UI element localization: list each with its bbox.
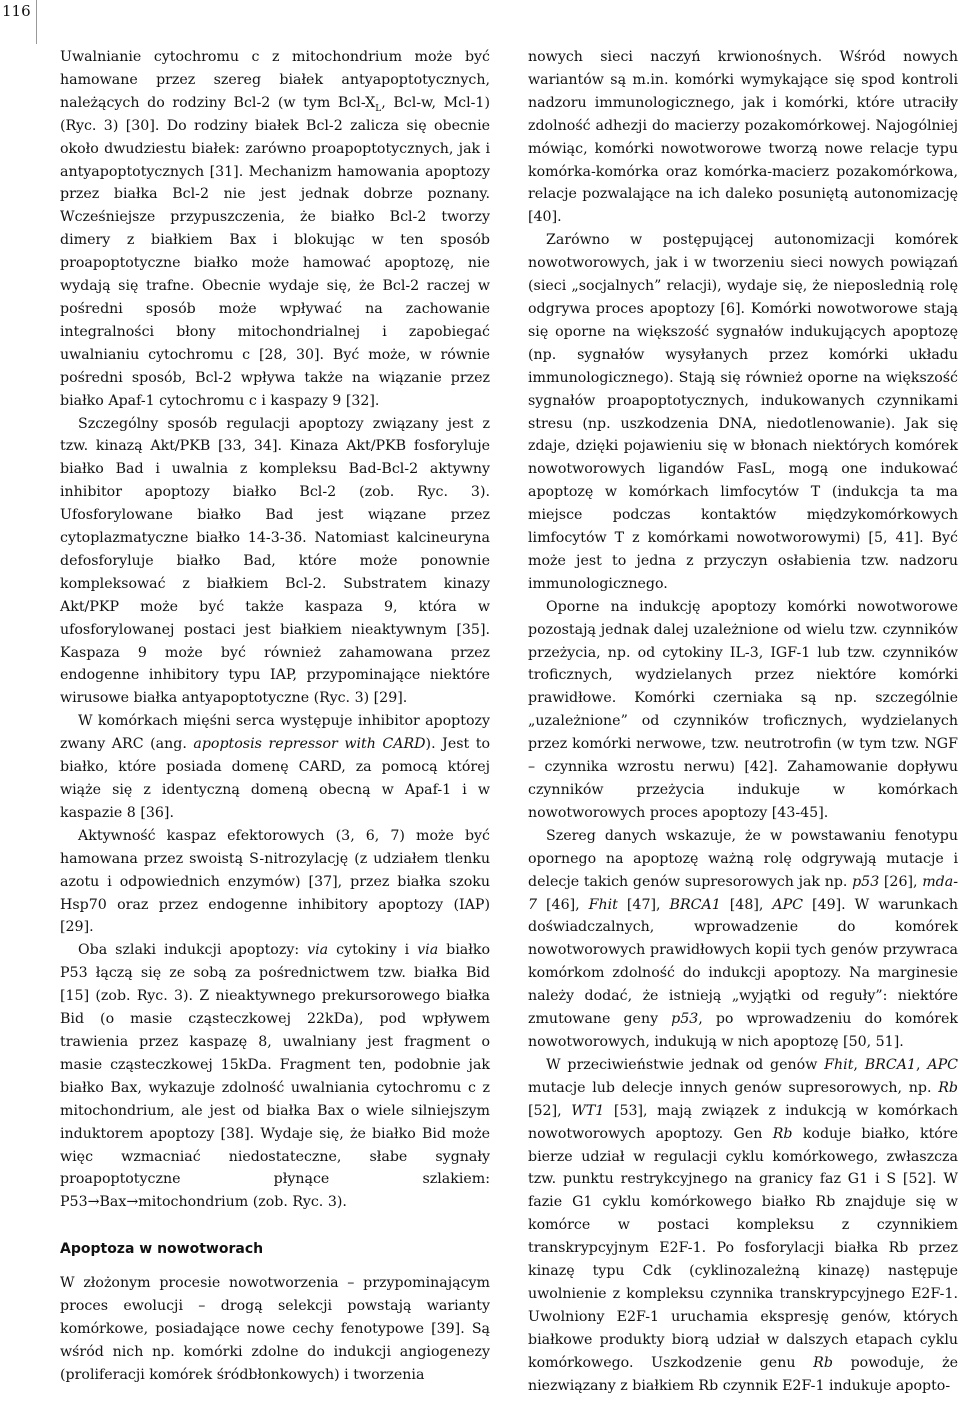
paragraph: Szereg danych wskazuje, że w powstawaniu fenotypu opornego na apoptozę ważną rolę odgrywają mutacje i delecje takich genów supresorowych jak np. p53 [26], mda-7 [46], Fhit [47], BRCA1 [48], APC [49]. W warunkach doświadczalnych, wprowadzenie do komórek nowotworowych prawidłowych kopii tych genów przywraca komórkom zdolność do indukcji apoptozy. Na marginesie należy dodać, że istnieją „wyjątki od reguły”: niektóre zmutowane geny p53, po wprowadzeniu do komórek nowotworowych, indukują w nich apoptozę [50, 51]. — [528, 827, 959, 1050]
left-column — [60, 46, 490, 1387]
paragraph: W przeciwieństwie jednak od genów Fhit, BRCA1, APC mutacje lub delecje innych genów supresorowych, np. Rb [52], WT1 [53], mają związek z indukcją w komórkach nowotworowych apoptozy. Gen Rb koduje białko, które bierze udział w regulacji cyklu komórkowego, zwłaszcza tzw. punktu restrykcyjnego na granicy faz G1 i S [52]. W fazie G1 cyklu komórkowego białko Rb znajduje się w komórce w postaci kompleksu z czynnikiem transkrypcyjnym E2F-1. Po fosforylacji białka Rb przez kinazę typu Cdk (cyklinozależną kinazę) następuje uwolnienie z kompleksu czynnika transkrypcyjnego E2F-1. Uwolniony E2F-1 uruchamia ekspresję genów, których białkowe produkty biorą udział w dalszych etapach cyklu komórkowego. Uszkodzenie genu Rb powoduje, że niezwiązany z białkiem Rb czynnik E2F-1 indukuje apopto- — [528, 1056, 958, 1394]
paragraph: W komórkach mięśni serca występuje inhibitor apoptozy zwany ARC (ang. apoptosis repressor with CARD). Jest to białko, które posiada domenę CARD, za pomocą której wiąże się z identyczną domeną obecną w Apaf-1 i w kaspazie 8 [36]. — [60, 713, 490, 821]
page-number: 116 — [2, 2, 31, 20]
paragraph: Oba szlaki indukcji apoptozy: via cytokiny i via białko P53 łączą się ze sobą za pośrednictwem tzw. białka Bid [15] (zob. Ryc. 3). Z nieaktywnego prekursorowego białka Bid (o masie cząsteczkowej 22kDa), pod wpływem trawienia przez kaspazę 8, uwalniany jest fragment o masie cząsteczkowej 15kDa. Fragment ten, podobnie jak białko Bax, wykazuje zdolność uwalniania cytochromu c z mitochondrium, ale jest od białka Bax o wiele silniejszym induktorem apoptozy [38]. Wydaje się, że białko Bid może więc wzmacniać niedostateczne, słabe sygnały proapoptotyczne płynące szlakiem: P53→Bax→mitochondrium (zob. Ryc. 3). — [60, 942, 490, 1211]
paragraph: W złożonym procesie nowotworzenia – przypominającym proces ewolucji – drogą selekcji powstają warianty komórkowe, posiadające nowe cechy fenotypowe [39]. Są wśród nich np. komórki zdolne do indukcji angiogenezy (proliferacji komórek śródbłonkowych) i tworzenia — [60, 1275, 490, 1383]
right-column — [528, 46, 958, 1397]
paragraph: Uwalnianie cytochromu c z mitochondrium może być hamowane przez szereg białek antyapoptotycznych, należących do rodziny Bcl-2 (w tym Bcl-$X_L$, Bcl-w, Mcl-1) (Ryc. 3) [30]. Do rodziny białek Bcl-2 zalicza się obecnie około dwudziestu białek: zarówno proapoptotycznych, jak i antyapoptotycznych [31]. Mechanizm hamowania apoptozy przez białka Bcl-2 nie jest jednak dobrze poznany. Wcześniejsze przypuszczenia, że białko Bcl-2 tworzy dimery z białkiem Bax i blokując w ten sposób proapoptotyczne białko może hamować apoptozę, nie wydają się trafne. Obecnie wydaje się, że Bcl-2 raczej w pośredni sposób może wpływać na zachowanie integralności błony mitochondrialnej i zapobiegać uwalnianiu cytochromu c [28, 30]. Być może, w równie pośredni sposób, Bcl-2 wpływa także na wiązanie przez białko Apaf-1 cytochromu c i kaspazy 9 [32]. — [60, 49, 490, 409]
paragraph: Szczególny sposób regulacji apoptozy związany jest z tzw. kinazą Akt/PKB [33, 34]. Kinaza Akt/PKB fosforyluje białko Bad i uwalnia z kompleksu Bad-Bcl-2 aktywny inhibitor apoptozy białko Bcl-2 (zob. Ryc. 3). Ufosforylowane białko Bad jest wiązane przez cytoplazmatyczne białko 14-3-3δ. Natomiast kalcineuryna defosforyluje białko Bad, które może ponownie kompleksować z białkiem Bcl-2. Substratem kinazy Akt/PKP może być także kaspaza 9, która w ufosforylowanej postaci jest białkiem nieaktywnym [35]. Kaspaza 9 może być również zahamowana przez endogenne inhibitory typu IAP, przypominające niektóre wirusowe białka antyapoptotyczne (Ryc. 3) [29]. — [60, 415, 490, 707]
section-heading: Apoptoza w nowotworach — [60, 1241, 264, 1258]
header-divider — [36, 0, 37, 44]
paragraph: Oporne na indukcję apoptozy komórki nowotworowe pozostają jednak dalej uzależnione od wielu tzw. czynników przeżycia, np. od cytokiny IL-3, IGF-1 lub tzw. czynników troficznych, wydzielanych przez niektóre komórki prawidłowe. Komórki czerniaka są np. szczególnie „uzależnione” od czynników troficznych, wydzielanych przez komórki nerwowe, tzw. neutrotrofin (w tym tzw. NGF – czynnika wzrostu nerwu) [42]. Zahamowanie dopływu czynników przeżycia indukuje w komórkach nowotworowych proces apoptozy [43-45]. — [528, 598, 958, 821]
paragraph: Aktywność kaspaz efektorowych (3, 6, 7) może być hamowana przez swoistą S-nitrozylację (z udziałem tlenku azotu i odpowiednich enzymów) [37], przez białka szoku Hsp70 oraz przez endogenne inhibitory apoptozy (IAP) [29]. — [60, 827, 490, 936]
paragraph: nowych sieci naczyń krwionośnych. Wśród nowych wariantów są m.in. komórki wymykające się spod kontroli nadzoru immunologicznego, jak i komórki, które utraciły zdolność adhezji do macierzy pozakomórkowej. Najogólniej mówiąc, komórki nowotworowe tworzą nowe relacje typu komórka-komórka oraz komórka-macierz pozakomórkowa, relacje pozwalające na ich daleko posuniętą autonomizację [40]. — [528, 49, 958, 226]
paragraph: Zarówno w postępującej autonomizacji komórek nowotworowych, jak i w tworzeniu sieci nowych powiązań (sieci „socjalnych” relacji), wydaje się, że nieposlednią rolę odgrywa proces apoptozy [6]. Komórki nowotworowe stają się oporne na większość sygnałów indukujących apoptozę (np. sygnałów wysyłanych przez komórki układu immunologicznego). Stają się również oporne na większość sygnałów proapoptotycznych, indukowanych czynnikami stresu (np. uszkodzenia DNA, niedotlenowanie). Jak się zdaje, dzięki pojawieniu się w błonach niektórych komórek nowotworowych ligandów FasL, mogą one indukować apoptozę w komórkach limfocytów T (indukcja ta ma miejsce podczas kontaktów międzykomórkowych limfocytów T z komórkami nowotworowymi) [5, 41]. Być może jest to jedna z przyczyn osłabienia tzw. nadzoru immunologicznego. — [528, 232, 958, 592]
